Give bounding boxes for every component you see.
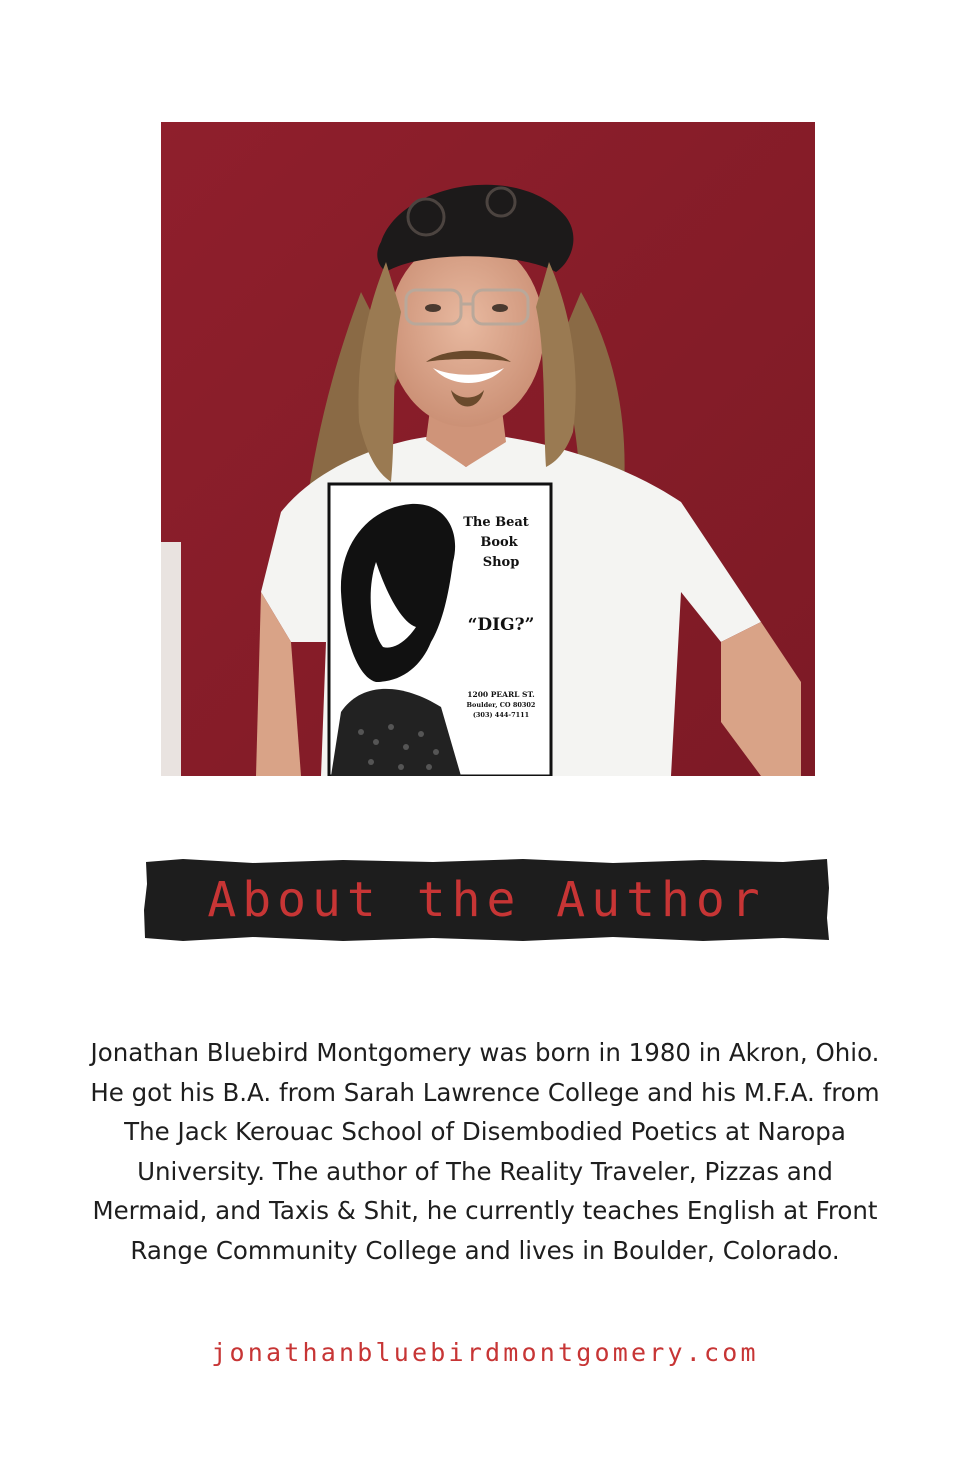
author-photo — [161, 122, 815, 776]
page-title: About the Author — [207, 872, 766, 928]
author-bio: Jonathan Bluebird Montgomery was born in 1980 in Akron, Ohio. He got his B.A. from Sarah Lawrence College and his M.F.A. from The Jack Kerouac School of Disembodied Poetics at Naropa University. The author of The Reality Traveler, Pizzas and Mermaid, and Taxis & Shit, he currently teaches English at Front Range Community College and lives in Boulder, Colorado. — [90, 1038, 880, 1265]
website-link[interactable]: jonathanbluebirdmontgomery.com — [211, 1338, 759, 1367]
shirt-text-quote: “DIG?” — [467, 615, 535, 635]
shirt-text-line3: Shop — [482, 555, 520, 570]
heading-banner — [143, 858, 830, 942]
shirt-text-line2: Book — [480, 535, 518, 550]
shirt-text-address2: Boulder, CO 80302 — [466, 701, 536, 709]
shirt-text-phone: (303) 444-7111 — [472, 711, 530, 719]
shirt-text-line1: The Beat — [463, 515, 529, 530]
shirt-text-address1: 1200 PEARL ST. — [467, 690, 535, 699]
